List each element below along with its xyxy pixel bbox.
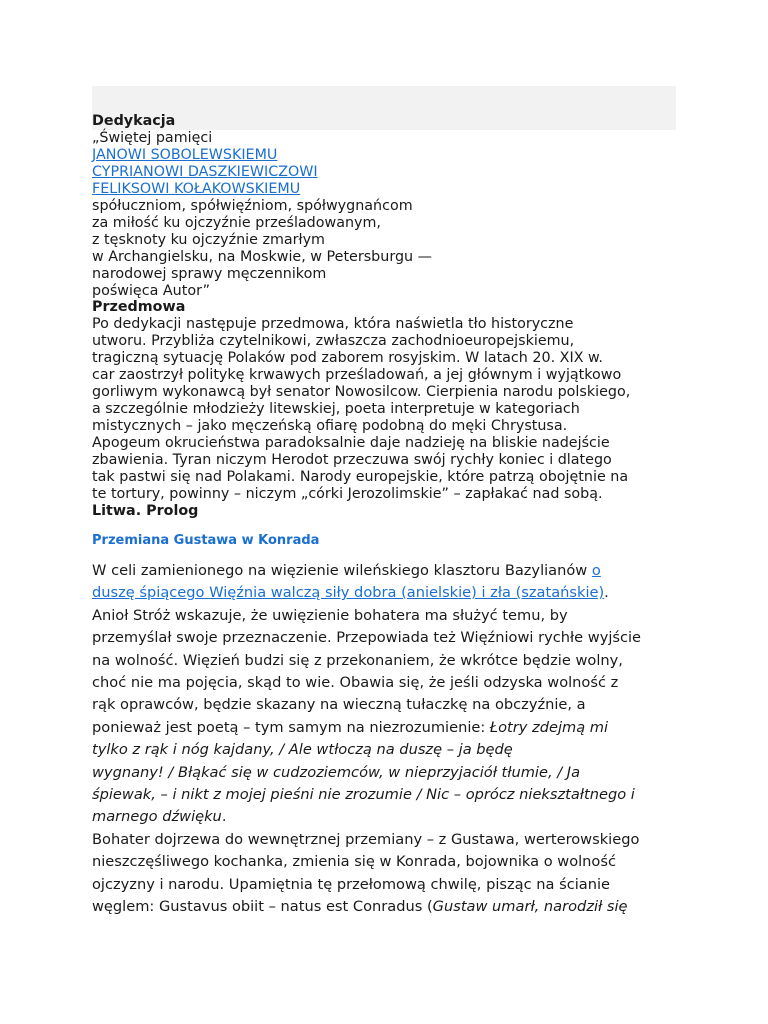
preface-line: gorliwym wykonawcą był senator Nowosilcow. Cierpienia narodu polskiego, [92, 384, 631, 401]
dedication-name-link[interactable]: CYPRIANOWI DASZKIEWICZOWI [92, 163, 318, 180]
dedication-line: za miłość ku ojczyźnie prześladowanym, [92, 214, 381, 231]
dedication-line: w Archangielsku, na Moskwie, w Petersburgu — [92, 248, 432, 265]
text: nieszczęśliwego kochanka, zmienia się w Konrada, bojownika o wolność [92, 853, 616, 871]
dedication-line: narodowej sprawy męczennikom [92, 265, 327, 282]
preface-line: Po dedykacji następuje przedmowa, która naświetla tło historyczne [92, 316, 574, 333]
preface-line: utworu. Przybliża czytelnikowi, zwłaszcza zachodnioeuropejskiemu, [92, 333, 575, 350]
paragraph [92, 560, 682, 829]
text: W celi zamienionego na więzienie wileńskiego klasztoru Bazylianów [92, 561, 592, 579]
dedication-name-link[interactable]: FELIKSOWI KOŁAKOWSKIEMU [92, 180, 301, 197]
document-page [92, 113, 682, 918]
text: . [604, 584, 609, 602]
preface-line: tragiczną sytuację Polaków pod zaborem rosyjskim. W latach 20. XIX w. [92, 350, 603, 367]
preface-line: te tortury, powinny – niczym „córki Jerozolimskie” – zapłakać nad sobą. [92, 485, 603, 502]
preface-line: zbawienia. Tyran niczym Herodot przeczuwa swój rychły koniec i dlatego [92, 452, 612, 469]
dedication-line: spółuczniom, spółwięźniom, spółwygnańcom [92, 197, 413, 214]
summary-link[interactable]: o [591, 561, 601, 579]
dedication-heading: Dedykacja [92, 113, 176, 129]
preface-heading: Przedmowa [92, 299, 186, 316]
dedication-line: poświęca Autor” [92, 282, 210, 299]
preface-line: Apogeum okrucieństwa paradoksalnie daje nadzieję na bliskie nadejście [92, 435, 610, 452]
text: choć nie ma pojęcia, skąd to wie. Obawia się, że jeśli odzyska wolność z [92, 673, 619, 691]
dedication-line: z tęsknoty ku ojczyźnie zmarłym [92, 231, 325, 248]
paragraph [92, 829, 682, 919]
quote: wygnany! / Błąkać się w cudzoziemców, w nieprzyjaciół tłumie, / Ja [92, 763, 581, 781]
text: przemyślał swoje przeznaczenie. Przepowiada też Więźniowi rychłe wyjście [92, 629, 642, 647]
preface-line: car zaostrzył politykę krwawych prześladowań, a jej głównym i wyjątkowo [92, 367, 622, 384]
section-title: Przemiana Gustawa w Konrada [92, 532, 320, 548]
summary-link[interactable]: duszę śpiącego Więźnia walczą siły dobra (anielskie) i zła (szatańskie) [92, 584, 605, 602]
text: Anioł Stróż wskazuje, że uwięzienie bohatera ma służyć temu, by [92, 606, 568, 624]
dedication-name-link[interactable]: JANOWI SOBOLEWSKIEMU [92, 146, 278, 163]
dedication-line: „Świętej pamięci [92, 129, 213, 146]
text: ojczyzny i narodu. Upamiętnia tę przełomową chwilę, pisząc na ścianie [92, 875, 610, 893]
text: ponieważ jest poetą – tym samym na niezrozumienie: [92, 718, 490, 736]
quote: tylko z rąk i nóg kajdany, / Ale wtłoczą na duszę – ja będę [92, 741, 513, 759]
text: węglem: Gustavus obiit – natus est Conradus ( [92, 897, 433, 915]
preface-line: mistycznych – jako męczeńską ofiarę podobną do męki Chrystusa. [92, 418, 568, 435]
quote: Gustaw umarł, narodził się [432, 897, 628, 915]
text: rąk oprawców, będzie skazany na wieczną tułaczkę na obczyźnie, a [92, 696, 586, 714]
quote: marnego dźwięku [92, 808, 222, 826]
text: Bohater dojrzewa do wewnętrznej przemiany – z Gustawa, werterowskiego [92, 830, 640, 848]
preface-line: a szczególnie młodzieży litewskiej, poeta interpretuje w kategoriach [92, 401, 580, 418]
prolog-heading: Litwa. Prolog [92, 502, 199, 519]
quote: śpiewak, – i nikt z mojej pieśni nie zrozumie / Nic – oprócz niekształtnego i [92, 785, 635, 803]
text: . [221, 808, 227, 826]
dedication-section [92, 113, 682, 520]
quote: Łotry zdejmą mi [489, 718, 609, 736]
text: na wolność. Więzień budzi się z przekonaniem, że wkrótce będzie wolny, [92, 651, 623, 669]
preface-line: tak pastwi się nad Polakami. Narody europejskie, które patrzą obojętnie na [92, 469, 629, 486]
section-body [92, 560, 682, 919]
